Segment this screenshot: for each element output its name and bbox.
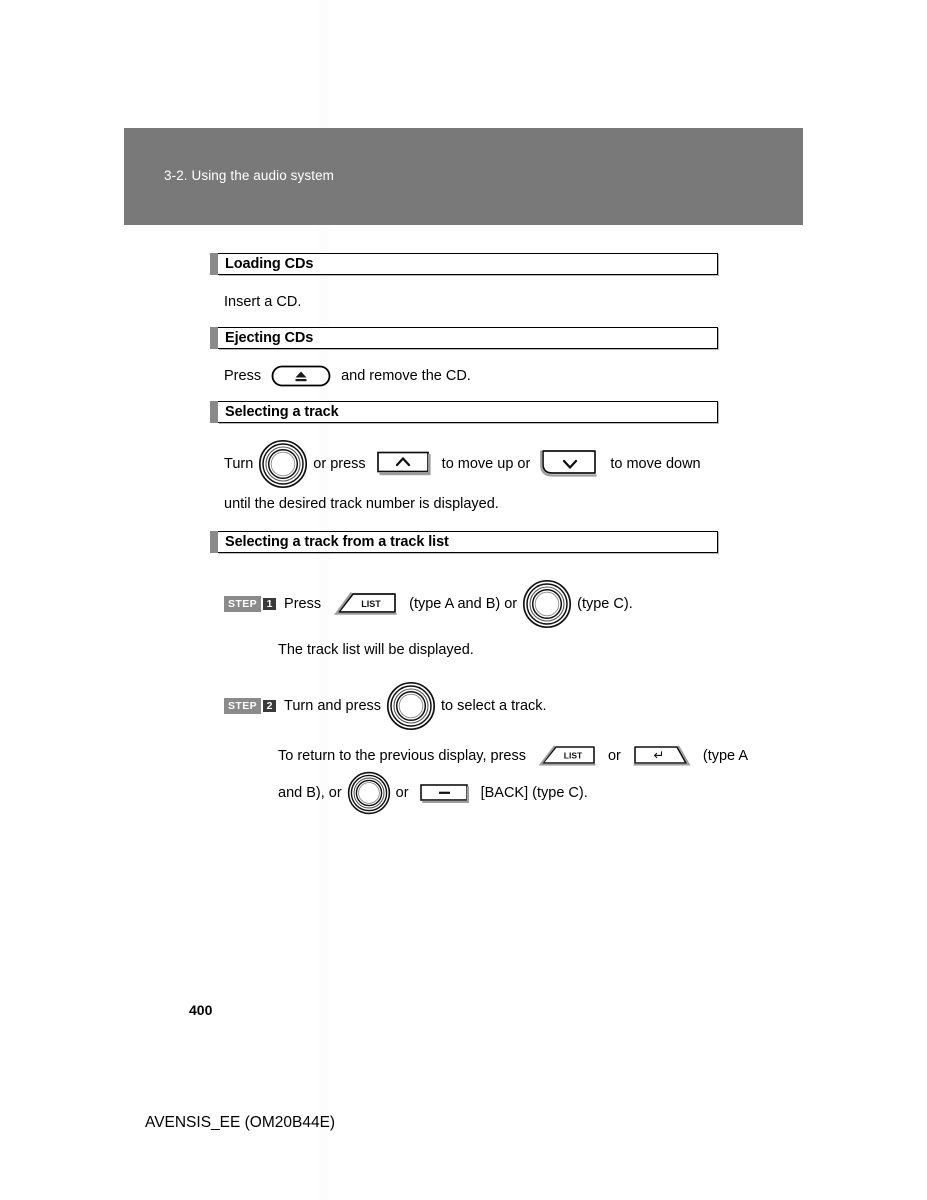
spacer [210, 317, 718, 327]
step2-note-line-1 [278, 741, 749, 771]
spacer [210, 519, 718, 531]
step2-or-label: or [607, 748, 621, 764]
spacer [210, 391, 718, 401]
step1-note [210, 635, 718, 665]
step2-note-line-2 [278, 771, 718, 815]
selecting-track-second-line: until the desired track number is displayed. [224, 496, 499, 512]
step-badge-2 [224, 698, 278, 714]
section-heading-selecting-track-from-list [210, 531, 718, 553]
chapter-title: 3-2. Using the audio system [164, 168, 335, 183]
back-button[interactable] [631, 743, 693, 769]
step2-line [224, 681, 718, 731]
section-tab-marker [210, 531, 218, 553]
spacer [210, 349, 718, 361]
page-number: 400 [189, 1002, 213, 1018]
step1-line [224, 579, 718, 629]
selecting-track-line-1 [224, 439, 718, 489]
step1-note-text: The track list will be displayed. [278, 642, 474, 658]
spacer [210, 665, 718, 681]
eject-after-label: and remove the CD. [341, 368, 471, 384]
return-arrow-icon: ↵ [653, 748, 665, 764]
list-button[interactable] [331, 590, 399, 618]
section-heading-box [218, 401, 718, 423]
step2-select-label: to select a track. [441, 698, 547, 714]
step2-block [210, 681, 718, 731]
footer-document-code: AVENSIS_EE (OM20B44E) [145, 1114, 336, 1131]
step2-return-label: To return to the previous display, press [278, 748, 526, 764]
rotary-knob-icon[interactable] [386, 681, 436, 731]
step1-type-ab-label: (type A and B) or [409, 596, 518, 612]
step2-or-label-2: or [395, 785, 409, 801]
track-down-button[interactable] [540, 447, 600, 481]
section-heading-label: Ejecting CDs [225, 330, 314, 346]
rotary-knob-icon[interactable] [347, 771, 391, 815]
step2-and-b-label: and B), or [278, 785, 342, 801]
step-number: 1 [263, 598, 276, 610]
section-tab-marker [210, 327, 218, 349]
step2-back-bracket-label: [BACK] (type C). [480, 785, 588, 801]
spacer [210, 553, 718, 579]
step1-block [210, 579, 718, 629]
step1-press-label: Press [284, 596, 322, 612]
section-heading-selecting-a-track [210, 401, 718, 423]
step-badge-1 [224, 596, 278, 612]
page-content [210, 253, 749, 815]
section-heading-label: Selecting a track [225, 404, 339, 420]
track-up-button[interactable] [376, 449, 432, 479]
section-heading-label: Selecting a track from a track list [225, 534, 449, 550]
loading-cds-text: Insert a CD. [224, 294, 302, 310]
section-heading-label: Loading CDs [225, 256, 314, 272]
section-tab-marker [210, 253, 218, 275]
turn-label: Turn [224, 456, 254, 472]
list-button-label: LIST [361, 599, 381, 609]
rotary-knob-icon[interactable] [258, 439, 308, 489]
section-heading-loading-cds [210, 253, 718, 275]
move-up-label: to move up or [441, 456, 531, 472]
selecting-track-body [210, 439, 718, 519]
rotary-knob-icon[interactable] [522, 579, 572, 629]
step-word: STEP [224, 698, 261, 714]
eject-button[interactable] [271, 365, 331, 387]
loading-cds-body [210, 287, 718, 317]
ejecting-cds-body [210, 361, 718, 391]
section-heading-ejecting-cds [210, 327, 718, 349]
back-dash-button[interactable] [419, 781, 471, 805]
section-heading-box [218, 327, 718, 349]
chapter-header-bar [124, 128, 803, 225]
step-number: 2 [263, 700, 276, 712]
section-heading-box [218, 531, 718, 553]
move-down-label: to move down [610, 456, 701, 472]
step1-type-c-label: (type C). [577, 596, 633, 612]
step2-type-a-label: (type A [702, 748, 749, 764]
selecting-track-line-2 [224, 489, 718, 519]
section-heading-box [218, 253, 718, 275]
step2-note [210, 741, 749, 815]
step2-turn-press-label: Turn and press [284, 698, 382, 714]
list-button[interactable] [536, 743, 598, 769]
spacer [210, 731, 718, 741]
spacer [210, 423, 718, 439]
or-press-label: or press [313, 456, 366, 472]
dash-icon [439, 792, 450, 794]
press-label: Press [224, 368, 262, 384]
section-tab-marker [210, 401, 218, 423]
spacer [210, 275, 718, 287]
step-word: STEP [224, 596, 261, 612]
list-button-label: LIST [563, 750, 583, 761]
